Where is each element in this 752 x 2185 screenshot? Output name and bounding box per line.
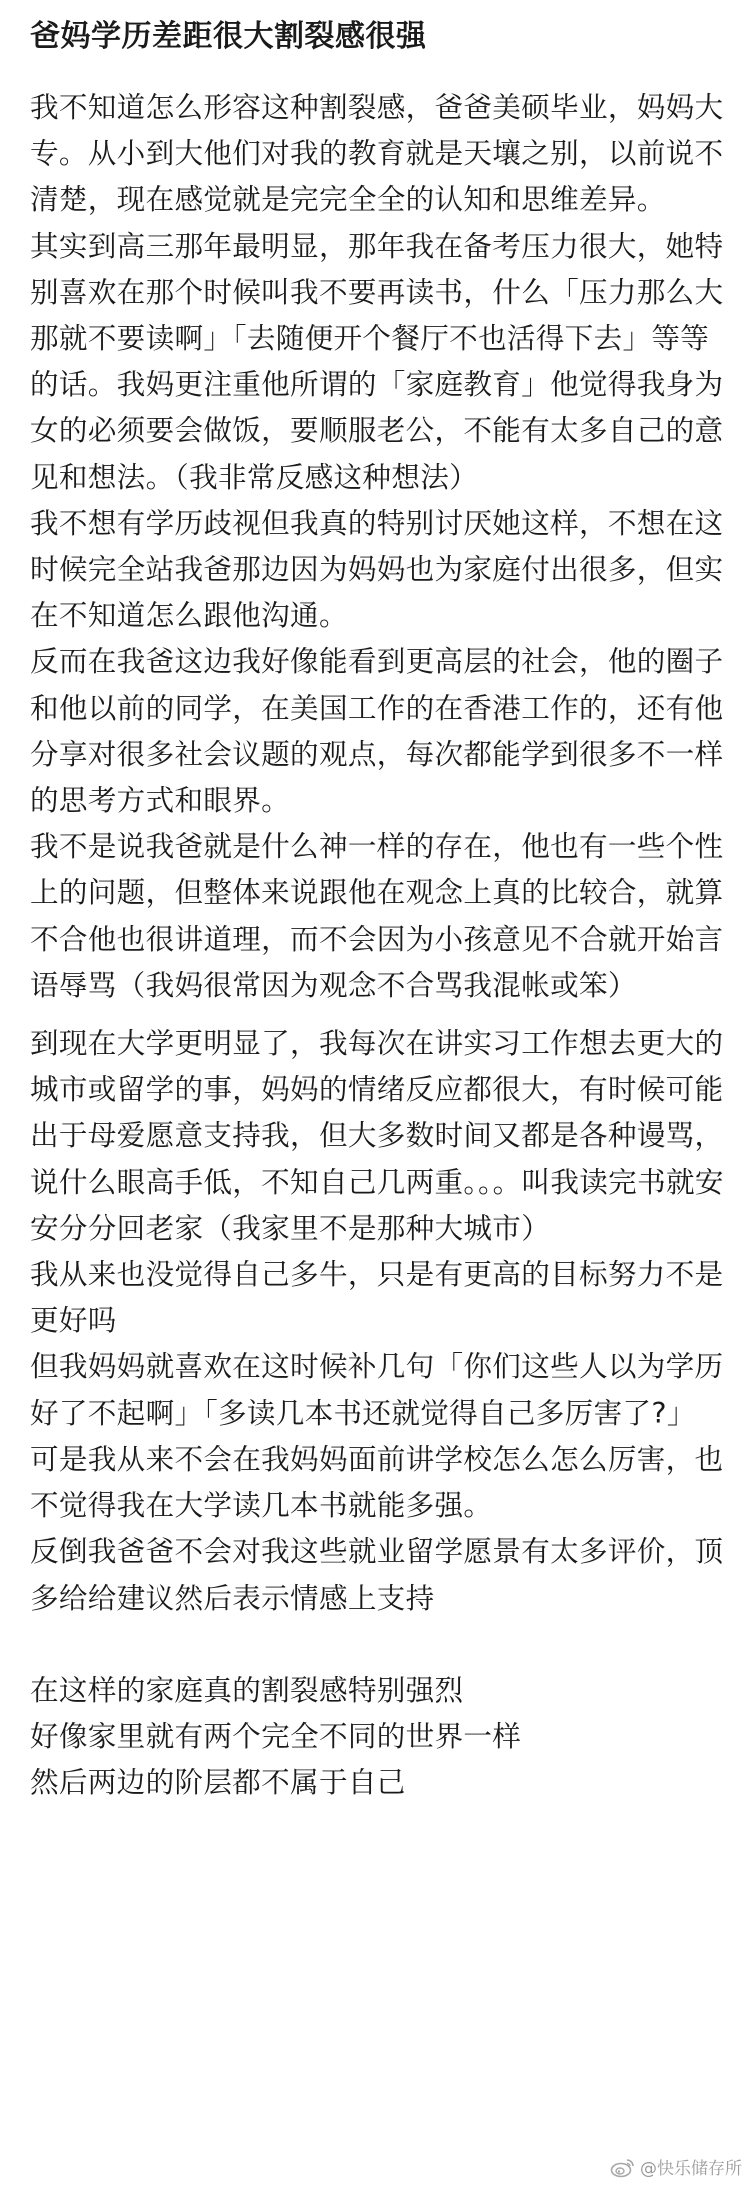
paragraph-2: 其实到高三那年最明显，那年我在备考压力很大，她特别喜欢在那个时候叫我不要再读书，什么「压力那么大那就不要读啊」「去随便开个餐厅不也活得下去」等等的话。我妈更注重他所谓的「家庭教育」他觉得我身为女的必须要会做饭，要顺服老公，不能有太多自己的意见和想法。（我非常反感这种想法） <box>30 228 724 494</box>
paragraph-4: 反而在我爸这边我好像能看到更高层的社会，他的圈子和他以前的同学，在美国工作的在香港工作的，还有他分享对很多社会议题的观点，每次都能学到很多不一样的思考方式和眼界。 <box>30 644 724 818</box>
paragraph-9: 可是我从来不会在我妈妈面前讲学校怎么怎么厉害，也不觉得我在大学读几本书就能多强。 <box>30 1441 724 1523</box>
paragraph-5: 我不是说我爸就是什么神一样的存在，他也有一些个性上的问题，但整体来说跟他在观念上真的比较合，就算不合他也很讲道理，而不会因为小孩意见不合就开始言语辱骂（我妈很常因为观念不合骂我混帐或笨） <box>30 829 724 1002</box>
paragraph-13: 然后两边的阶层都不属于自己 <box>30 1765 406 1800</box>
watermark-text: @快乐储存所 <box>640 2159 742 2179</box>
paragraph-8: 但我妈妈就喜欢在这时候补几句「你们这些人以为学历好了不起啊」「多读几本书还就觉得自己多厉害了?」 <box>30 1349 724 1430</box>
paragraph-3: 我不想有学历歧视但我真的特别讨厌她这样，不想在这时候完全站我爸那边因为妈妈也为家庭付出很多，但实在不知道怎么跟他沟通。 <box>30 505 724 633</box>
paragraph-12: 好像家里就有两个完全不同的世界一样 <box>30 1718 522 1753</box>
paragraph-10: 反倒我爸爸不会对我这些就业留学愿景有太多评价，顶多给给建议然后表示情感上支持 <box>30 1534 724 1615</box>
paragraph-6: 到现在大学更明显了，我每次在讲实习工作想去更大的城市或留学的事，妈妈的情绪反应都很大，有时候可能出于母爱愿意支持我，但大多数时间又都是各种谩骂，说什么眼高手低，不知自己几两重。。。叫我读完书就安安分分回老家（我家里不是那种大城市） <box>30 1026 724 1245</box>
paragraph-1: 我不知道怎么形容这种割裂感，爸爸美硕毕业，妈妈大专。从小到大他们对我的教育就是天壤之别，以前说不清楚，现在感觉就是完完全全的认知和思维差异。 <box>30 90 724 217</box>
weibo-watermark <box>610 2154 742 2179</box>
paragraph-7: 我从来也没觉得自己多牛，只是有更高的目标努力不是更好吗 <box>30 1257 724 1338</box>
post-body <box>30 84 730 1805</box>
weibo-icon <box>610 2156 636 2178</box>
paragraph-11: 在这样的家庭真的割裂感特别强烈 <box>30 1672 464 1707</box>
post-title: 爸妈学历差距很大割裂感很强 <box>30 19 427 54</box>
